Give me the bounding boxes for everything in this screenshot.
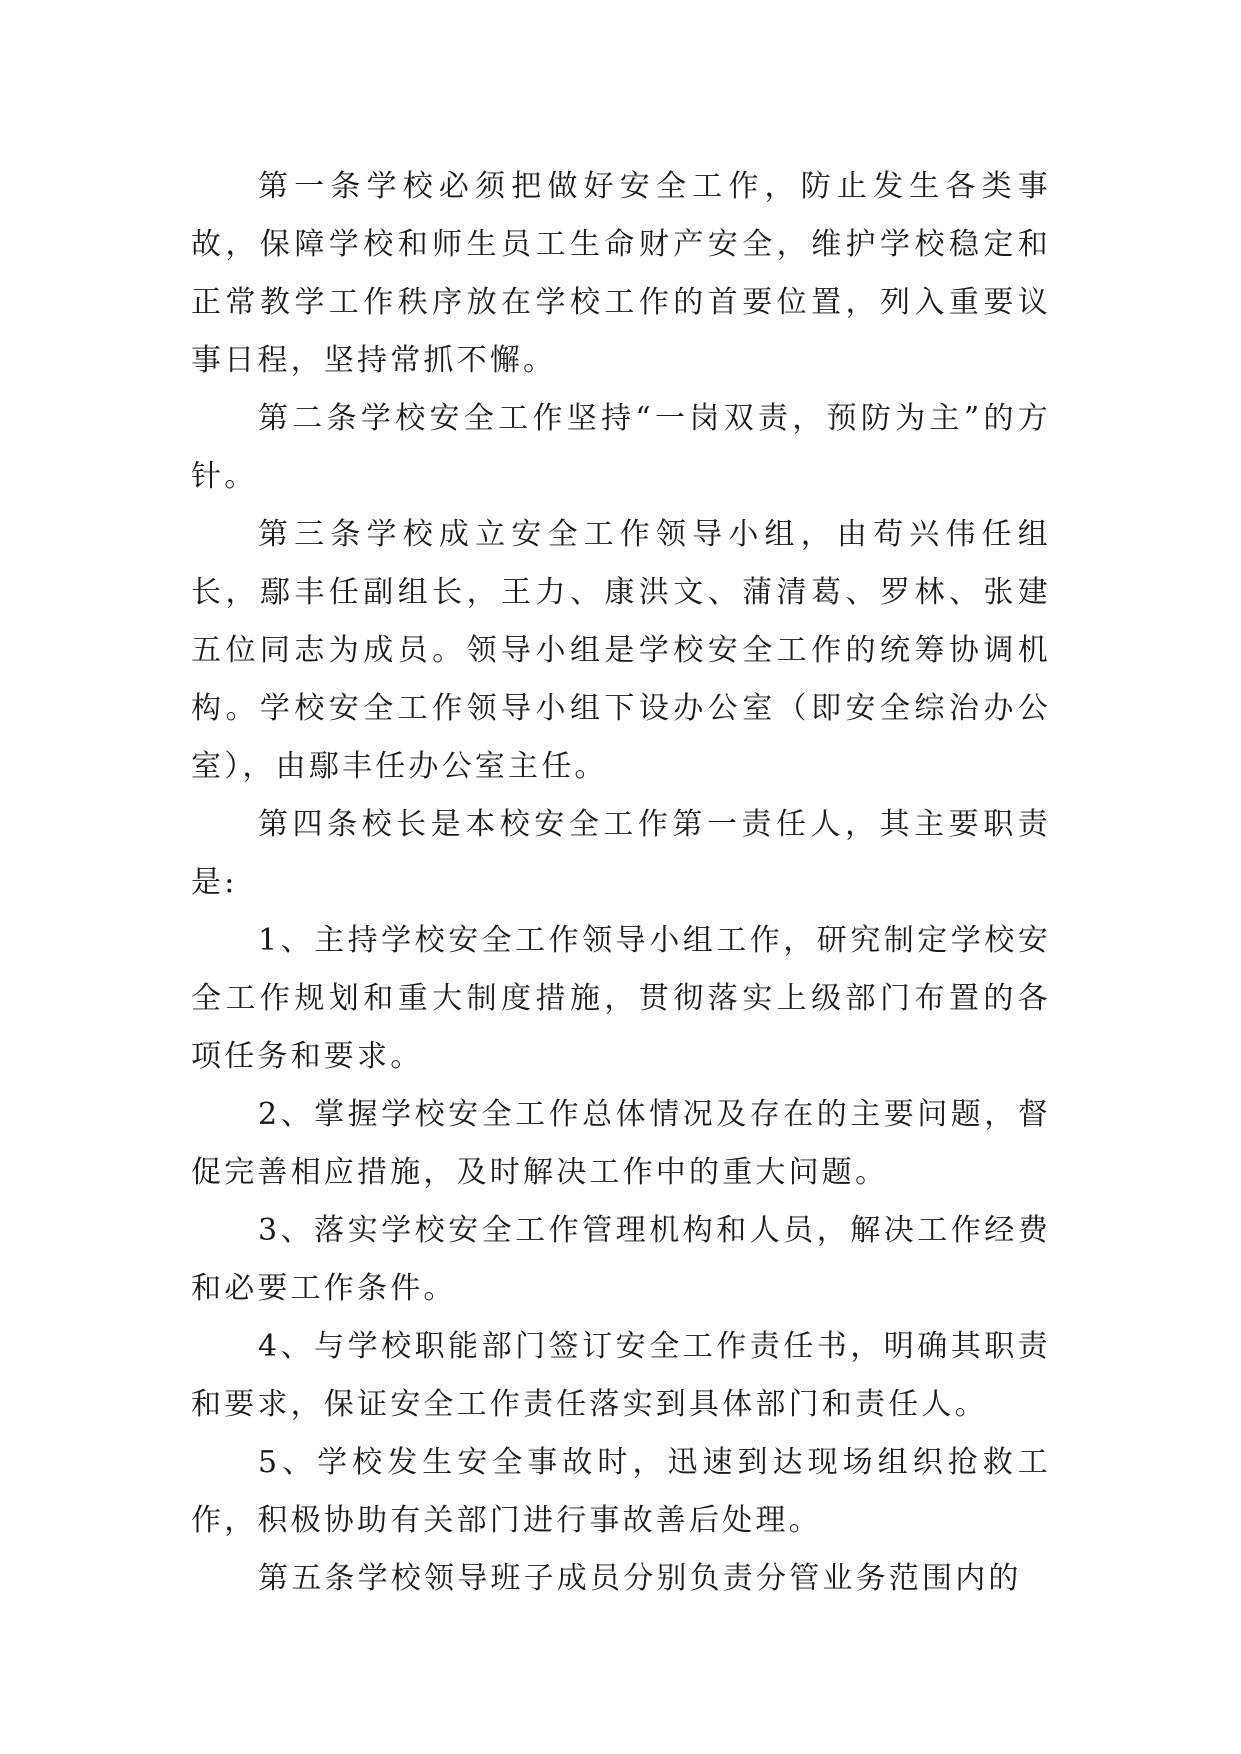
- paragraph-article-1: 第一条学校必须把做好安全工作，防止发生各类事故，保障学校和师生员工生命财产安全，维护学校稳定和正常教学工作秩序放在学校工作的首要位置，列入重要议事日程，坚持常抓不懈。: [191, 169, 1051, 378]
- document-body: [191, 158, 1051, 1608]
- paragraph-duty-2: 2、掌握学校安全工作总体情况及存在的主要问题，督促完善相应措施，及时解决工作中的重大问题。: [191, 1097, 1051, 1190]
- paragraph-article-5: 第五条学校领导班子成员分别负责分管业务范围内的: [258, 1561, 1022, 1596]
- paragraph-duty-3: 3、落实学校安全工作管理机构和人员，解决工作经费和必要工作条件。: [191, 1213, 1051, 1306]
- paragraph-duty-1: 1、主持学校安全工作领导小组工作，研究制定学校安全工作规划和重大制度措施，贯彻落实上级部门布置的各项任务和要求。: [191, 923, 1051, 1074]
- paragraph-article-3: 第三条学校成立安全工作领导小组，由苟兴伟任组长，鄢丰任副组长，王力、康洪文、蒲清葛、罗林、张建五位同志为成员。领导小组是学校安全工作的统筹协调机构。学校安全工作领导小组下设办公室（即安全综治办公室），由鄢丰任办公室主任。: [191, 517, 1051, 784]
- paragraph-article-2: 第二条学校安全工作坚持“一岗双责，预防为主”的方针。: [191, 401, 1051, 494]
- paragraph-duty-5: 5、学校发生安全事故时，迅速到达现场组织抢救工作，积极协助有关部门进行事故善后处理。: [191, 1445, 1051, 1538]
- paragraph-article-4: 第四条校长是本校安全工作第一责任人，其主要职责是:: [191, 807, 1051, 900]
- paragraph-duty-4: 4、与学校职能部门签订安全工作责任书，明确其职责和要求，保证安全工作责任落实到具体部门和责任人。: [191, 1329, 1051, 1422]
